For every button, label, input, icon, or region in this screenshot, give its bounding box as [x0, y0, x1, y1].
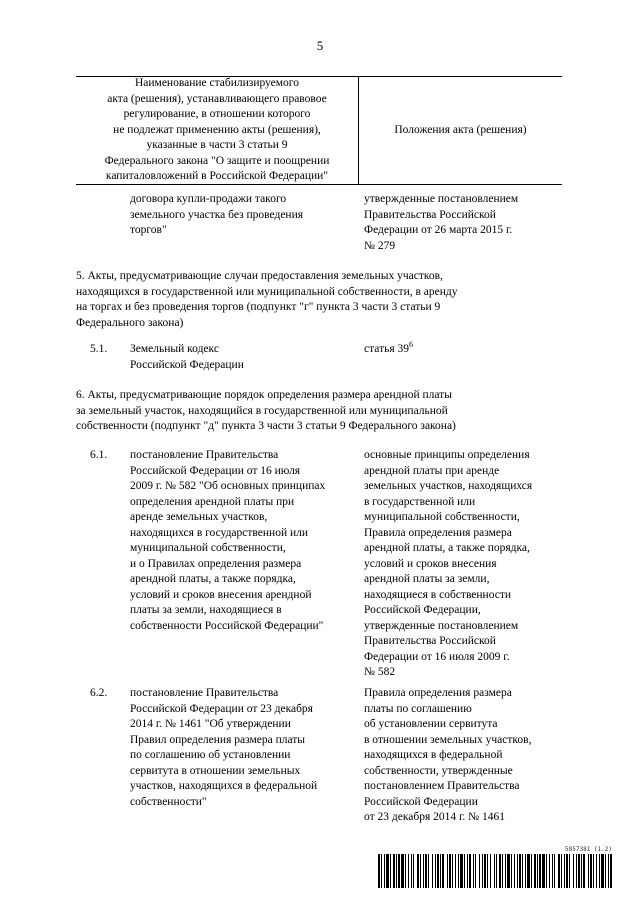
row-5-1-provision-text: статья 39 [364, 343, 410, 355]
section-6-heading: 6. Акты, предусматривающие порядок определения размера арендной платы за земельный участок, находящийся в государственной или муниципальной собственности (подпункт "д" пункта 3 части 3 статьи 9 Федерального закона) [76, 389, 456, 432]
row-5-1-provision [364, 342, 594, 358]
continuation-right: утвержденные постановлением Правительства Российской Федерации от 26 марта 2015 г. № 279 [364, 193, 519, 252]
table-header-left [76, 77, 359, 184]
table-header-right [359, 77, 562, 184]
table-header [76, 76, 562, 185]
barcode-label: 5857381 (1.2) [565, 846, 612, 853]
section-5-heading: 5. Акты, предусматривающие случаи предоставления земельных участков, находящихся в государственной или муниципальной собственности, в аренду на торгах и без проведения торгов (подпункт "г" пункта 3 части 3 статьи 9 Федерального закона) [76, 270, 458, 329]
row-6-1-provision: основные принципы определения арендной платы при аренде земельных участков, находящихся в государственной или муниципальной собственности, Правила определения размера арендной платы, а также порядка, условий и сроков внесения арендной платы за земли, находящиеся в собственности Российской Федерации, утвержденные постановлением Правительства Российской Федерации от 16 июля 2009 г. № 582 [364, 449, 533, 678]
row-6-2-act: постановление Правительства Российской Федерации от 23 декабря 2014 г. № 1461 "Об утверждении Правил определения размера платы по соглашению об установлении сервитута в отношении земельных участков, находящихся в федеральной собственности" [130, 687, 318, 808]
row-6-1-act: постановление Правительства Российской Федерации от 16 июля 2009 г. № 582 "Об основных принципах определения арендной платы при аренде земельных участков, находящихся в государственной или муниципальной собственности, и о Правилах определения размера арендной платы, а также порядка, условий и сроков внесения арендной платы за земли, находящиеся в собственности Российской Федерации" [130, 449, 326, 632]
header-left-text: Наименование стабилизируемого акта (решения), устанавливающего правовое регулирование, в отношении которого не подлежат применению акты (решения), указанные в части 3 статьи 9 Федерального закона "О защите и поощрении капиталовложений в Российской Федерации" [104, 77, 330, 183]
barcode-block [378, 846, 612, 888]
header-right-text: Положения акта (решения) [394, 123, 527, 136]
row-5-1-provision-sup: 6 [409, 340, 414, 350]
row-6-1-number: 6.1. [90, 449, 108, 461]
row-5-1-act: Земельный кодекс Российской Федерации [130, 343, 244, 371]
row-6-2-provision: Правила определения размера платы по соглашению об установлении сервитута в отношении земельных участков, находящихся в федеральной собственности, утвержденные постановлением Правительства Российской Федерации от 23 декабря 2014 г. № 1461 [364, 687, 532, 823]
page-number: 5 [316, 38, 324, 53]
barcode-image [378, 854, 612, 888]
continuation-left: договора купли-продажи такого земельного участка без проведения торгов" [130, 193, 304, 236]
row-6-2-number: 6.2. [90, 687, 108, 699]
barcode-bar [610, 854, 612, 888]
row-5-1-number: 5.1. [90, 343, 108, 355]
